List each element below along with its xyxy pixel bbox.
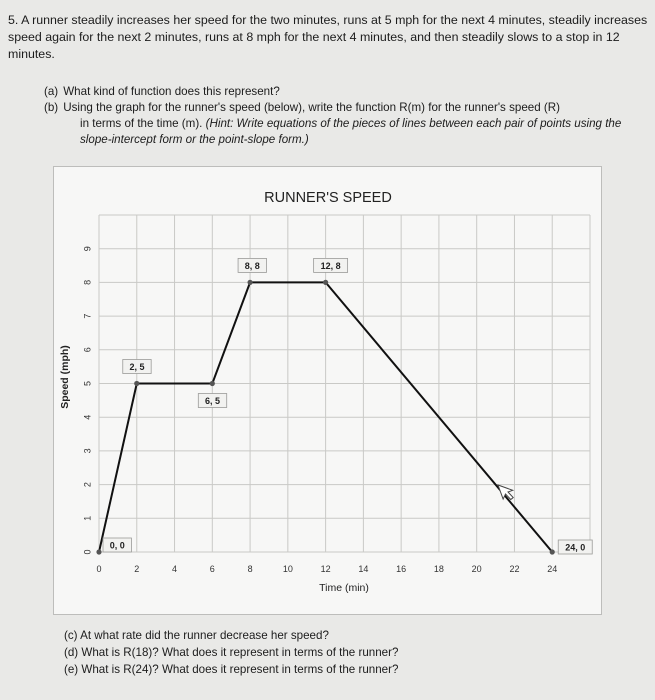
- x-tick-label: 24: [547, 564, 558, 574]
- part-b-text: Using the graph for the runner's speed (below), write the function R(m) for the runner's speed (R): [63, 101, 560, 114]
- point-label: [103, 538, 131, 552]
- question-c-text: At what rate did the runner decrease her speed?: [80, 629, 329, 642]
- part-b-continuation-text: in terms of the time (m).: [80, 117, 203, 130]
- x-tick-label: 4: [172, 564, 178, 574]
- x-axis-label: Time (min): [319, 582, 369, 594]
- x-tick-label: 18: [433, 564, 444, 574]
- question-e-text: What is R(24)? What does it represent in terms of the runner?: [81, 663, 399, 676]
- part-a: [44, 84, 644, 100]
- x-tick-label: 22: [509, 564, 520, 574]
- x-tick-label: 14: [358, 564, 369, 574]
- x-tick-label: 16: [396, 564, 407, 574]
- point-labels: [103, 258, 592, 554]
- part-b-tag: (b): [44, 101, 59, 114]
- x-tick-label: 6: [209, 564, 215, 574]
- data-point: [210, 381, 215, 386]
- data-point: [247, 280, 252, 285]
- question-e: [64, 661, 624, 678]
- point-label: [314, 258, 348, 272]
- x-tick-label: 20: [471, 564, 482, 574]
- chart-canvas: [54, 167, 601, 614]
- question-c-tag: (c): [64, 629, 78, 642]
- question-e-tag: (e): [64, 663, 79, 676]
- point-label-text: 24, 0: [565, 542, 586, 553]
- y-tick-label: 0: [82, 549, 93, 555]
- part-a-tag: (a): [44, 85, 59, 98]
- y-tick-label: 9: [82, 246, 93, 252]
- point-label-text: 2, 5: [129, 362, 145, 372]
- point-label: [198, 394, 226, 408]
- x-tick-label: 12: [320, 564, 331, 574]
- data-point: [550, 549, 555, 554]
- point-label-text: 8, 8: [244, 260, 260, 271]
- part-b: [44, 100, 644, 116]
- point-label: [123, 360, 151, 374]
- y-tick-label: 4: [82, 414, 93, 420]
- data-point: [134, 381, 139, 386]
- question-d-text: What is R(18)? What does it represent in terms of the runner?: [81, 646, 399, 659]
- y-axis-label: Speed (mph): [59, 345, 71, 409]
- data-point: [96, 549, 101, 554]
- chart-title: RUNNER'S SPEED: [264, 190, 392, 206]
- y-tick-label: 5: [82, 380, 93, 387]
- y-tick-labels: [82, 246, 92, 554]
- point-label-text: 0, 0: [109, 540, 125, 551]
- y-tick-label: 2: [82, 482, 93, 488]
- point-label: [558, 540, 592, 554]
- follow-up-questions: [64, 627, 624, 678]
- data-point: [323, 280, 328, 285]
- question-d-tag: (d): [64, 646, 79, 659]
- x-tick-label: 0: [96, 564, 102, 574]
- x-tick-labels: [96, 564, 557, 574]
- point-label-text: 12, 8: [320, 260, 341, 271]
- problem-statement: [8, 12, 648, 63]
- y-tick-label: 6: [82, 347, 93, 353]
- y-tick-label: 7: [82, 313, 93, 319]
- part-b-hint: (Hint: Write equations of the pieces of lines between each pair of points using the slope-intercept form or the point-slope form.): [80, 117, 622, 146]
- x-tick-label: 8: [247, 564, 253, 574]
- x-tick-label: 2: [134, 564, 140, 574]
- point-label-text: 6, 5: [204, 396, 221, 406]
- question-c: [64, 627, 624, 644]
- y-tick-label: 3: [82, 448, 93, 454]
- part-b-continuation: [44, 116, 644, 148]
- question-d: [64, 644, 624, 661]
- runner-speed-graph: [53, 166, 602, 615]
- problem-parts: [44, 84, 644, 148]
- problem-text: A runner steadily increases her speed for the two minutes, runs at 5 mph for the next 4 minutes, steadily increases speed again for the next 2 minutes, runs at 8 mph for the next 4 minutes, and then steadily slows to a stop in 12 minutes.: [8, 13, 648, 61]
- y-tick-label: 8: [82, 279, 93, 285]
- point-label: [238, 258, 266, 272]
- y-tick-label: 1: [82, 515, 93, 521]
- part-a-text: What kind of function does this represent?: [63, 85, 280, 98]
- problem-number: 5.: [8, 13, 19, 27]
- x-tick-label: 10: [282, 564, 293, 574]
